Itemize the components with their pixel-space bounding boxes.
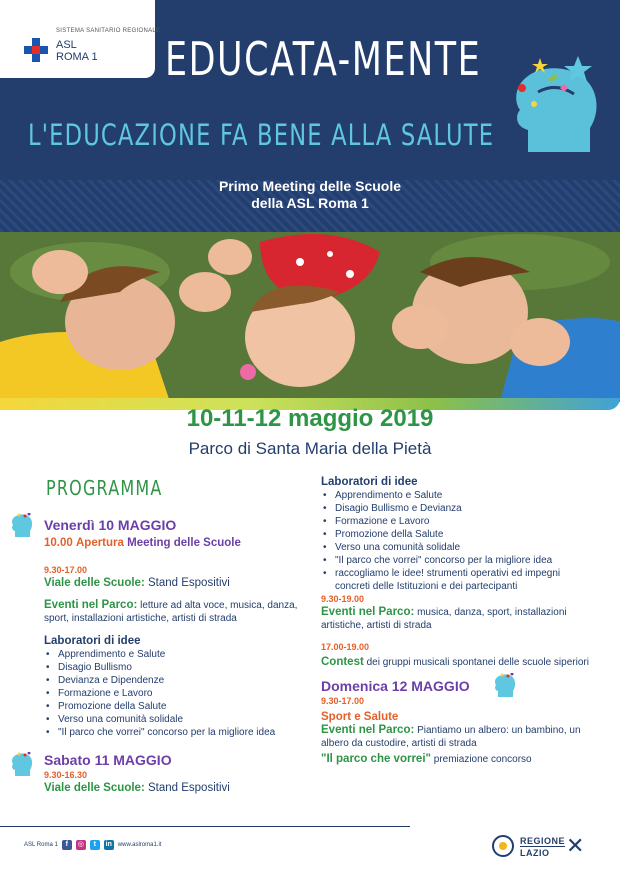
- footer: [24, 840, 161, 850]
- sunday-eventi-label: Eventi nel Parco:: [321, 724, 415, 736]
- saturday-contest-label: Contest: [321, 656, 364, 668]
- program-right-column: [321, 476, 593, 766]
- saturday-eventi-text: musica, danza, sport, installazioni artistiche, artisti di strada: [321, 607, 567, 631]
- list-item: • "Il parco che vorrei" concorso per la migliore idea: [322, 554, 593, 567]
- event-place: Parco di Santa Maria della Pietà: [188, 439, 432, 458]
- twitter-icon[interactable]: t: [90, 840, 100, 850]
- friday-viale: [44, 577, 314, 590]
- meeting-line2: della ASL Roma 1: [251, 195, 369, 211]
- footer-website[interactable]: www.aslroma1.it: [117, 842, 162, 848]
- instagram-icon[interactable]: ◎: [77, 841, 84, 848]
- list-item: • "Il parco che vorrei" concorso per la migliore idea: [45, 726, 314, 739]
- meeting-subtitle: [0, 178, 600, 212]
- page-subtitle: L'EDUCAZIONE FA BENE ALLA SALUTE: [28, 118, 495, 152]
- regione-line1: REGIONE: [520, 836, 566, 846]
- list-item: • raccogliamo le idee! strumenti operativi ed impegni concreti delle Istituzioni e dei partecipanti: [322, 567, 593, 593]
- sunday-eventi-text: Piantiamo un albero: un bambino, un albero da custodire, artisti di strada: [321, 725, 581, 749]
- friday-opening-event: Meeting delle Scuole: [127, 537, 241, 549]
- list-item: • Verso una comunità solidale: [322, 541, 593, 554]
- regione-x-mark: ✕: [566, 833, 585, 858]
- sunday-heading: Domenica 12 MAGGIO: [321, 678, 470, 694]
- head-ideas-icon: [10, 752, 34, 776]
- sunday-sport: Sport e Salute: [321, 711, 399, 723]
- list-item: • Disagio Bullismo: [45, 661, 314, 674]
- saturday-eventi: [321, 606, 593, 632]
- saturday-lab-title: Laboratori di idee: [321, 476, 418, 488]
- sunday-eventi: [321, 724, 593, 750]
- facebook-icon[interactable]: f: [62, 840, 72, 850]
- saturday-lab-list: [322, 489, 593, 593]
- list-item: • Formazione e Lavoro: [322, 515, 593, 528]
- list-item: • Promozione della Salute: [322, 528, 593, 541]
- list-item: • Verso una comunità solidale: [45, 713, 314, 726]
- logo-name-line2: ROMA 1: [56, 51, 98, 63]
- saturday-heading: Sabato 11 MAGGIO: [44, 752, 172, 768]
- sunday-time: 9.30-17.00: [321, 696, 365, 706]
- asl-logo[interactable]: [0, 0, 161, 78]
- friday-eventi-text: letture ad alta voce, musica, danza, sport, installazioni artistiche, artisti di strada: [44, 600, 298, 624]
- friday-time2: 9.30-17.00: [44, 565, 88, 575]
- head-ideas-icon: [508, 52, 604, 160]
- list-item: • Apprendimento e Salute: [45, 648, 314, 661]
- footer-asl: ASL Roma 1: [24, 842, 58, 848]
- friday-heading: Venerdì 10 MAGGIO: [44, 517, 177, 533]
- cross-icon: [24, 38, 48, 62]
- friday-lab-list: [45, 648, 314, 739]
- saturday-viale-text: Stand Espositivi: [147, 782, 230, 794]
- event-dates: 10-11-12 maggio 2019: [186, 405, 434, 432]
- meeting-line1: Primo Meeting delle Scuole: [218, 178, 402, 194]
- friday-eventi: [44, 599, 314, 625]
- friday-lab-title: Laboratori di idee: [44, 635, 141, 647]
- saturday-contest: [321, 656, 593, 669]
- head-ideas-icon: [493, 673, 517, 697]
- page-title: EDUCATA-MENTE: [165, 32, 482, 86]
- children-photo: [0, 232, 620, 402]
- sunday-parco-text: premiazione concorso: [433, 754, 532, 765]
- regione-lazio-logo[interactable]: [492, 833, 592, 861]
- saturday-viale: [44, 782, 314, 795]
- saturday-eventi-label: Eventi nel Parco:: [321, 606, 415, 618]
- head-ideas-icon: [10, 513, 34, 537]
- regione-line2: LAZIO: [520, 848, 550, 858]
- friday-viale-label: Viale delle Scuole:: [44, 577, 145, 589]
- program-left-column: [44, 516, 314, 795]
- list-item: • Formazione e Lavoro: [45, 687, 314, 700]
- friday-opening: [44, 537, 314, 550]
- logo-subtitle: SISTEMA SANITARIO REGIONALE: [56, 28, 161, 34]
- footer-divider: [0, 826, 410, 827]
- sunday-parco: [321, 753, 593, 766]
- saturday-contest-text: dei gruppi musicali spontanei delle scuole siperiori: [366, 657, 589, 668]
- children-photo-illustration: [0, 232, 620, 402]
- friday-viale-text: Stand Espositivi: [147, 577, 230, 589]
- regione-emblem-icon: [492, 835, 514, 857]
- friday-opening-label: Apertura: [75, 537, 124, 549]
- saturday-time3: 17.00-19.00: [321, 642, 370, 652]
- linkedin-icon[interactable]: in: [105, 841, 112, 848]
- saturday-time2: 9.30-19.00: [321, 594, 365, 604]
- sunday-heading-row: [321, 677, 593, 695]
- list-item: • Devianza e Dipendenze: [45, 674, 314, 687]
- program-title: PROGRAMMA: [46, 476, 163, 500]
- friday-opening-time: 10.00: [44, 537, 73, 549]
- logo-name-line1: ASL: [56, 39, 77, 51]
- friday-eventi-label: Eventi nel Parco:: [44, 599, 138, 611]
- logo-name: [56, 39, 98, 63]
- list-item: • Disagio Bullismo e Devianza: [322, 502, 593, 515]
- list-item: • Promozione della Salute: [45, 700, 314, 713]
- header-banner: [0, 0, 620, 232]
- list-item: • Apprendimento e Salute: [322, 489, 593, 502]
- sunday-parco-label: "Il parco che vorrei": [321, 753, 431, 765]
- saturday-viale-label: Viale delle Scuole:: [44, 782, 145, 794]
- saturday-time: 9.30-16.30: [44, 770, 88, 780]
